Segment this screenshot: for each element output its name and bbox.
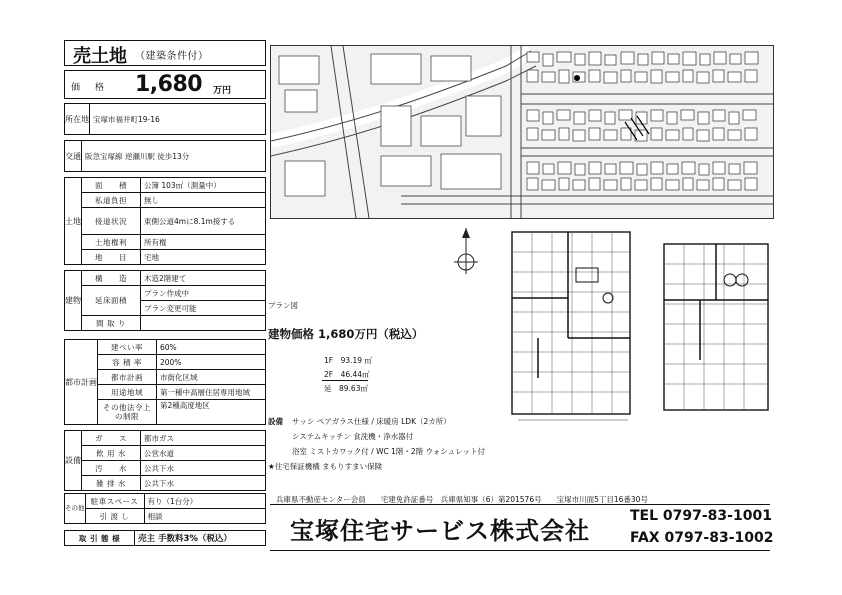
land-area-value: 公簿 103㎡（測量中）: [141, 178, 266, 193]
transport-table: [64, 140, 266, 172]
floor-plan-2f: [660, 240, 772, 416]
road-access-label: 接道状況: [82, 208, 141, 235]
plan-change-value: プラン変更可能: [141, 301, 266, 316]
sewage-value: 公共下水: [141, 461, 266, 476]
price-value: 1,680: [135, 72, 203, 97]
land-rights-label: 土地権利: [82, 235, 141, 250]
transaction-table: [64, 530, 266, 546]
price-box: [64, 70, 266, 99]
price-unit: 万円: [213, 86, 232, 96]
compass-icon: [452, 226, 480, 276]
transaction-value: 売主 手数料3%（税込）: [135, 531, 266, 546]
water-value: 公営水道: [141, 446, 266, 461]
equipment-line-4: ★住宅保証機構 まもりすまい保険: [268, 462, 383, 471]
other-table: [64, 493, 266, 524]
location-value: 宝塚市福井町19-16: [90, 104, 266, 135]
drainage-label: 雑 排 水: [82, 476, 141, 491]
coverage-label: 建ぺい率: [98, 340, 157, 355]
layout-value: [141, 316, 266, 331]
location-table: [64, 103, 266, 135]
area-map: [270, 45, 774, 219]
structure-value: 木造2階建て: [141, 271, 266, 286]
transport-caption: 交通: [65, 141, 82, 172]
equipment-title: 設備: [268, 417, 283, 426]
other-regulation-value: 第2種高度地区: [157, 400, 266, 425]
zoning-label: 用途地域: [98, 385, 157, 400]
fax-number: FAX 0797-83-1002: [630, 530, 774, 546]
structure-label: 構 造: [82, 271, 141, 286]
transaction-label: 取 引 態 様: [65, 531, 135, 546]
building-price: 建物価格 1,680万円（税込）: [268, 327, 424, 341]
area-2f: 2F 46.44㎡: [324, 370, 370, 379]
equipment-line-3: 浴室 ミストカワック付 / WC 1階・2階 ウォシュレット付: [292, 447, 486, 456]
price-label: 価 格: [71, 83, 110, 93]
land-table: [64, 177, 266, 265]
building-table: [64, 270, 266, 331]
handover-label: 引 渡 し: [85, 509, 144, 524]
private-road-value: 無し: [141, 193, 266, 208]
parking-label: 駐車スペース: [85, 494, 144, 509]
parking-value: 有り（1台分）: [144, 494, 266, 509]
gas-label: ガ ス: [82, 431, 141, 446]
far-value: 200%: [157, 355, 266, 370]
listing-title: 売土地: [73, 46, 127, 67]
zoning-value: 第一種中高層住居専用地域: [157, 385, 266, 400]
other-caption: その他: [65, 494, 86, 524]
transport-value: 阪急宝塚線 逆瀬川駅 徒歩13分: [82, 141, 266, 172]
area-total: 延 89.63㎡: [324, 384, 368, 393]
listing-subtitle: （建築条件付）: [135, 51, 209, 62]
coverage-value: 60%: [157, 340, 266, 355]
company-name: 宝塚住宅サービス株式会社: [290, 517, 590, 545]
association-info: 兵庫県不動産センター会員 宅建免許証番号 兵庫県知事（6）第201576号 宝塚市川面5丁目16番30号: [276, 495, 648, 504]
phone-number: TEL 0797-83-1001: [630, 508, 772, 524]
water-label: 飲 用 水: [82, 446, 141, 461]
land-caption: 土地: [65, 178, 82, 265]
equipment-line-2: システムキッチン 食洗機・浄水器付: [292, 432, 414, 441]
other-regulation-label: その他法令上の制限: [98, 400, 157, 425]
footer-divider-top: [270, 504, 770, 505]
layout-label: 間 取 り: [82, 316, 141, 331]
far-label: 容 積 率: [98, 355, 157, 370]
utilities-table: [64, 430, 266, 491]
city-plan-value: 市街化区域: [157, 370, 266, 385]
floor-area-value: プラン作成中: [141, 286, 266, 301]
land-area-label: 面 積: [82, 178, 141, 193]
area-divider: [322, 380, 368, 381]
equipment-line-1: サッシ ペアガラス仕様 / 床暖房 LDK（2カ所）: [292, 417, 451, 426]
floor-area-label: 延床面積: [82, 286, 141, 316]
area-1f: 1F 93.19 ㎡: [324, 356, 372, 365]
city-plan-label: 都市計画: [98, 370, 157, 385]
drainage-value: 公共下水: [141, 476, 266, 491]
handover-value: 相談: [144, 509, 266, 524]
listing-title-box: [64, 40, 266, 66]
sewage-label: 汚 水: [82, 461, 141, 476]
utilities-caption: 設備: [65, 431, 82, 491]
building-caption: 建物: [65, 271, 82, 331]
regulation-table: [64, 339, 266, 425]
area-map-drawing: [271, 46, 773, 218]
floor-plan-1f: [508, 228, 636, 428]
gas-value: 都市ガス: [141, 431, 266, 446]
location-caption: 所在地: [65, 104, 90, 135]
land-category-value: 宅地: [141, 250, 266, 265]
road-access-value: 東側公道4mに8.1m接する: [141, 208, 266, 235]
regulation-caption: 都市計画: [65, 340, 98, 425]
private-road-label: 私道負担: [82, 193, 141, 208]
plan-label: プラン図: [268, 301, 298, 310]
land-rights-value: 所有権: [141, 235, 266, 250]
footer-divider-bottom: [270, 550, 770, 551]
land-category-label: 地 目: [82, 250, 141, 265]
